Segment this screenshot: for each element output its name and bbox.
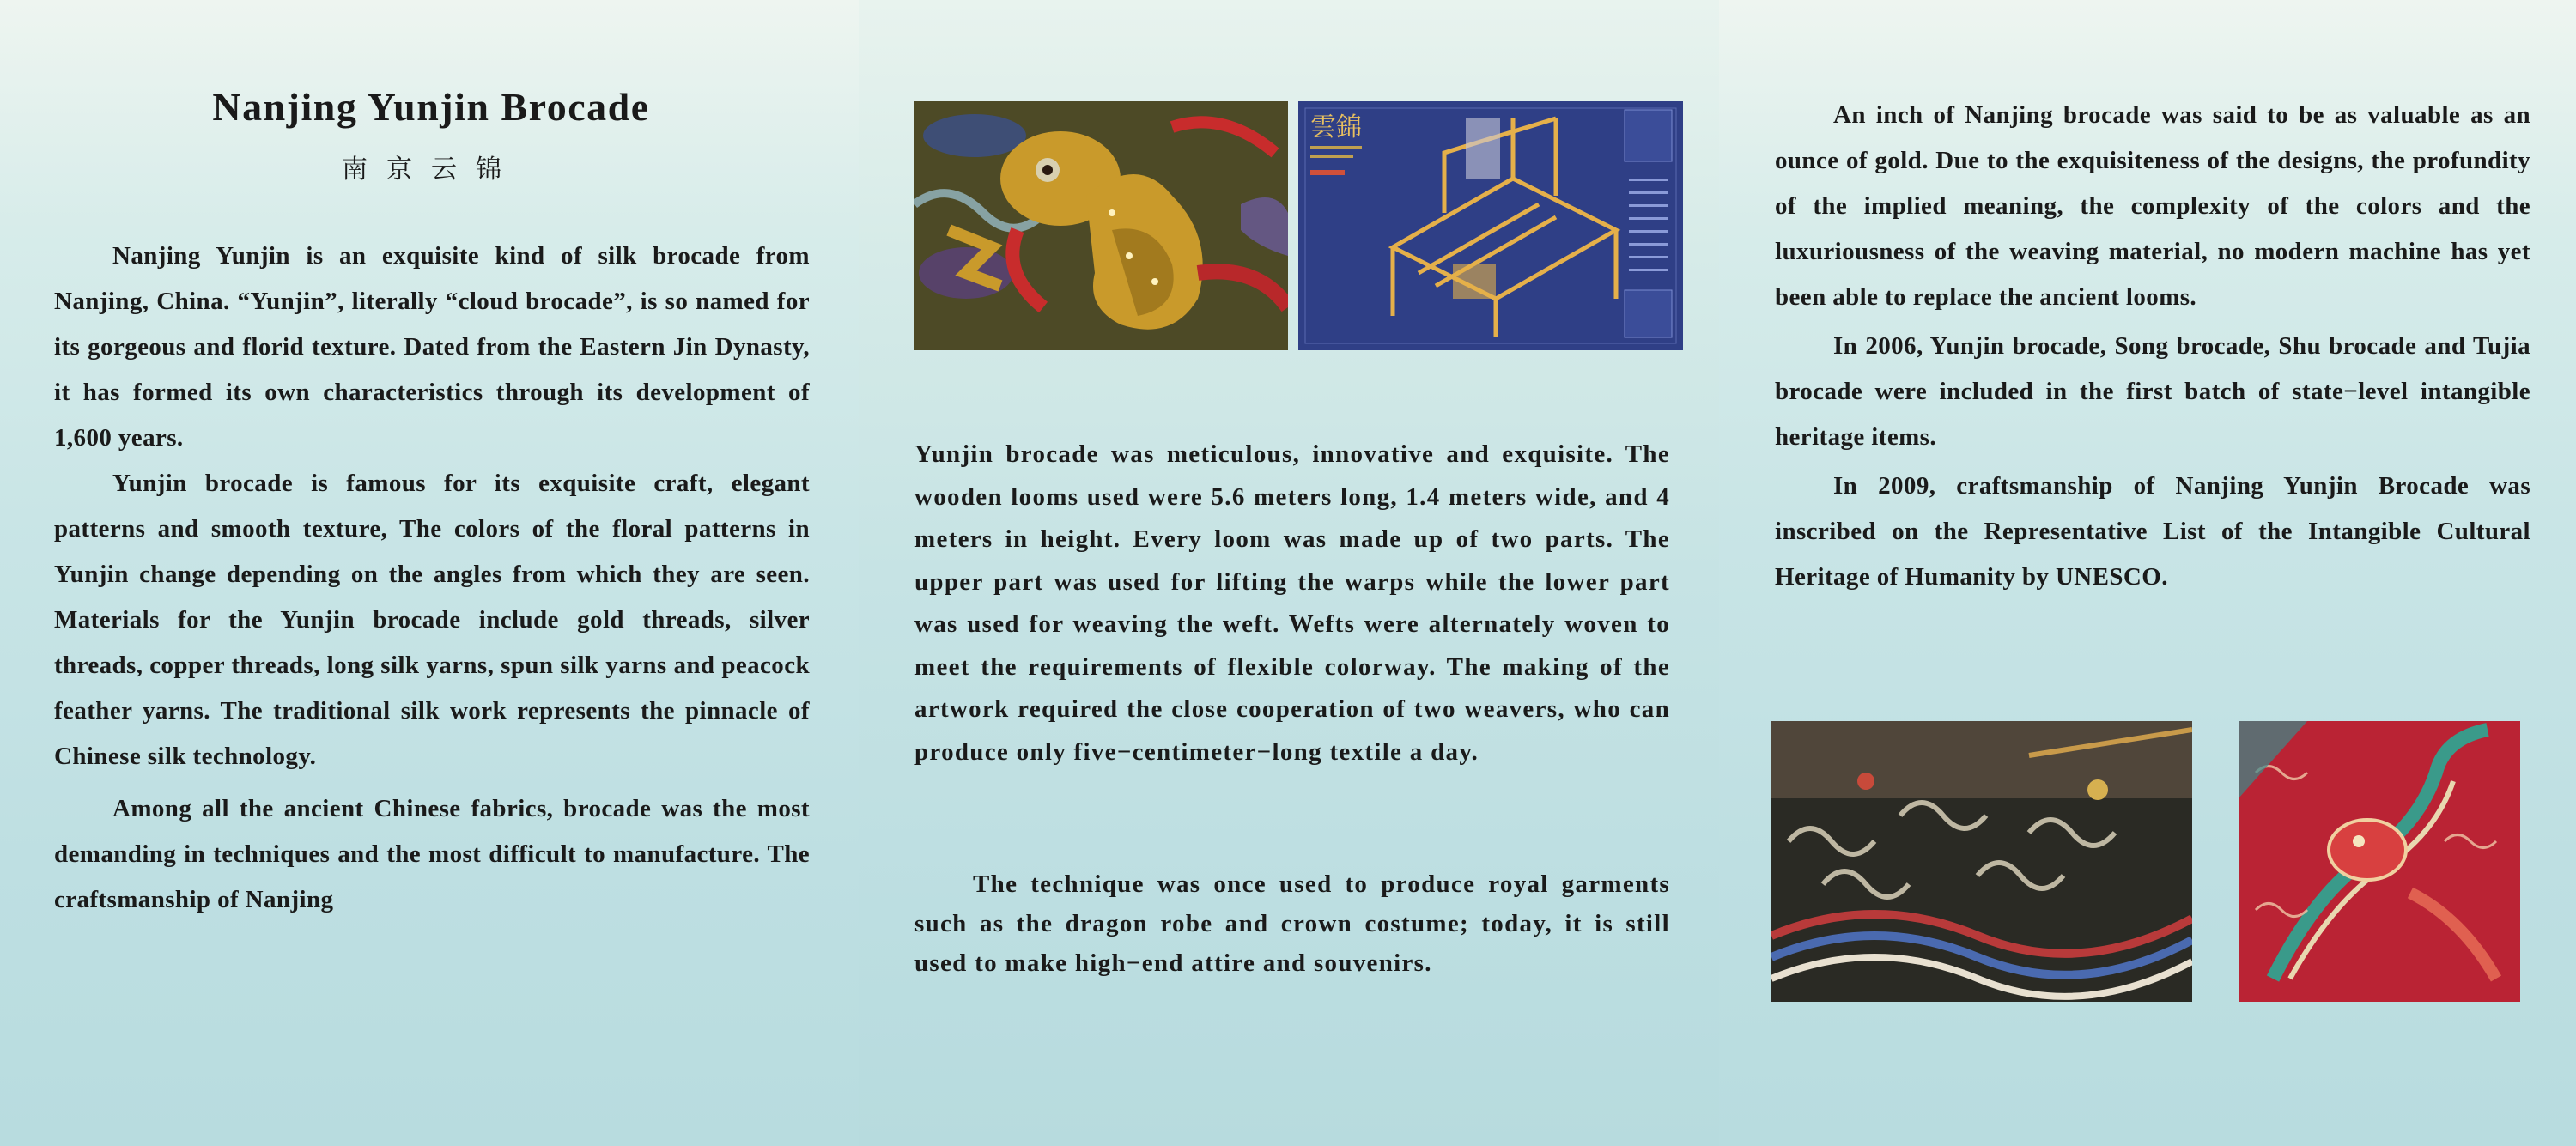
right-column-text	[1775, 93, 2530, 600]
left-paragraph-2: Yunjin brocade is famous for its exquisite craft, elegant patterns and smooth texture, The colors of the floral patterns in Yunjin change depending on the angles from which they are seen. Materials for the Yunjin brocade include gold threads, silver threads, copper threads, long silk yarns, spun silk yarns and peacock feather yarns. The traditional silk work represents the pinnacle of Chinese silk technology.	[54, 470, 810, 770]
page-title: Nanjing Yunjin Brocade	[212, 85, 650, 129]
right-paragraph-2: In 2006, Yunjin brocade, Song brocade, Shu brocade and Tujia brocade were included in the first batch of state−level intangible heritage items.	[1775, 332, 2530, 451]
dragon-brocade-image	[914, 101, 1288, 350]
left-paragraph-3: Among all the ancient Chinese fabrics, brocade was the most demanding in techniques and the most difficult to manufacture. The craftsmanship of Nanjing	[54, 795, 810, 913]
right-paragraph-1: An inch of Nanjing brocade was said to be as valuable as an ounce of gold. Due to the exquisiteness of the designs, the profundity of the implied meaning, the complexity of the colors and the luxuriousness of the weaving material, no modern machine has yet been able to replace the ancient looms.	[1775, 101, 2530, 311]
red-dragon-brocade-image	[2239, 721, 2520, 1002]
middle-paragraph-2: The technique was once used to produce royal garments such as the dragon robe and crown costume; today, it is still used to make high−end attire and souvenirs.	[914, 870, 1670, 977]
loom-poster-heading: 雲錦	[1310, 112, 1362, 142]
left-column-text	[54, 233, 810, 923]
middle-paragraph-1: Yunjin brocade was meticulous, innovative and exquisite. The wooden looms used were 5.6 meters long, 1.4 meters wide, and 4 meters in height. Every loom was made up of two parts. The upper part was used for lifting the warps while the lower part was used for weaving the weft. Wefts were alternately woven to meet the requirements of flexible colorway. The making of the artwork required the close cooperation of two weavers, who can produce only five−centimeter−long textile a day.	[914, 440, 1670, 766]
loom-poster-image	[1298, 101, 1683, 350]
middle-column-text-1	[914, 434, 1670, 773]
page-subtitle-chinese: 南京云锦	[342, 155, 520, 185]
middle-column-text-2	[914, 864, 1670, 983]
right-paragraph-3: In 2009, craftsmanship of Nanjing Yunjin Brocade was inscribed on the Representative List of the Intangible Cultural Heritage of Humanity by UNESCO.	[1775, 472, 2530, 591]
cloud-brocade-image	[1771, 721, 2192, 1002]
left-paragraph-1: Nanjing Yunjin is an exquisite kind of silk brocade from Nanjing, China. “Yunjin”, literally “cloud brocade”, is so named for its gorgeous and florid texture. Dated from the Eastern Jin Dynasty, it has formed its own characteristics through its development of 1,600 years.	[54, 242, 810, 452]
